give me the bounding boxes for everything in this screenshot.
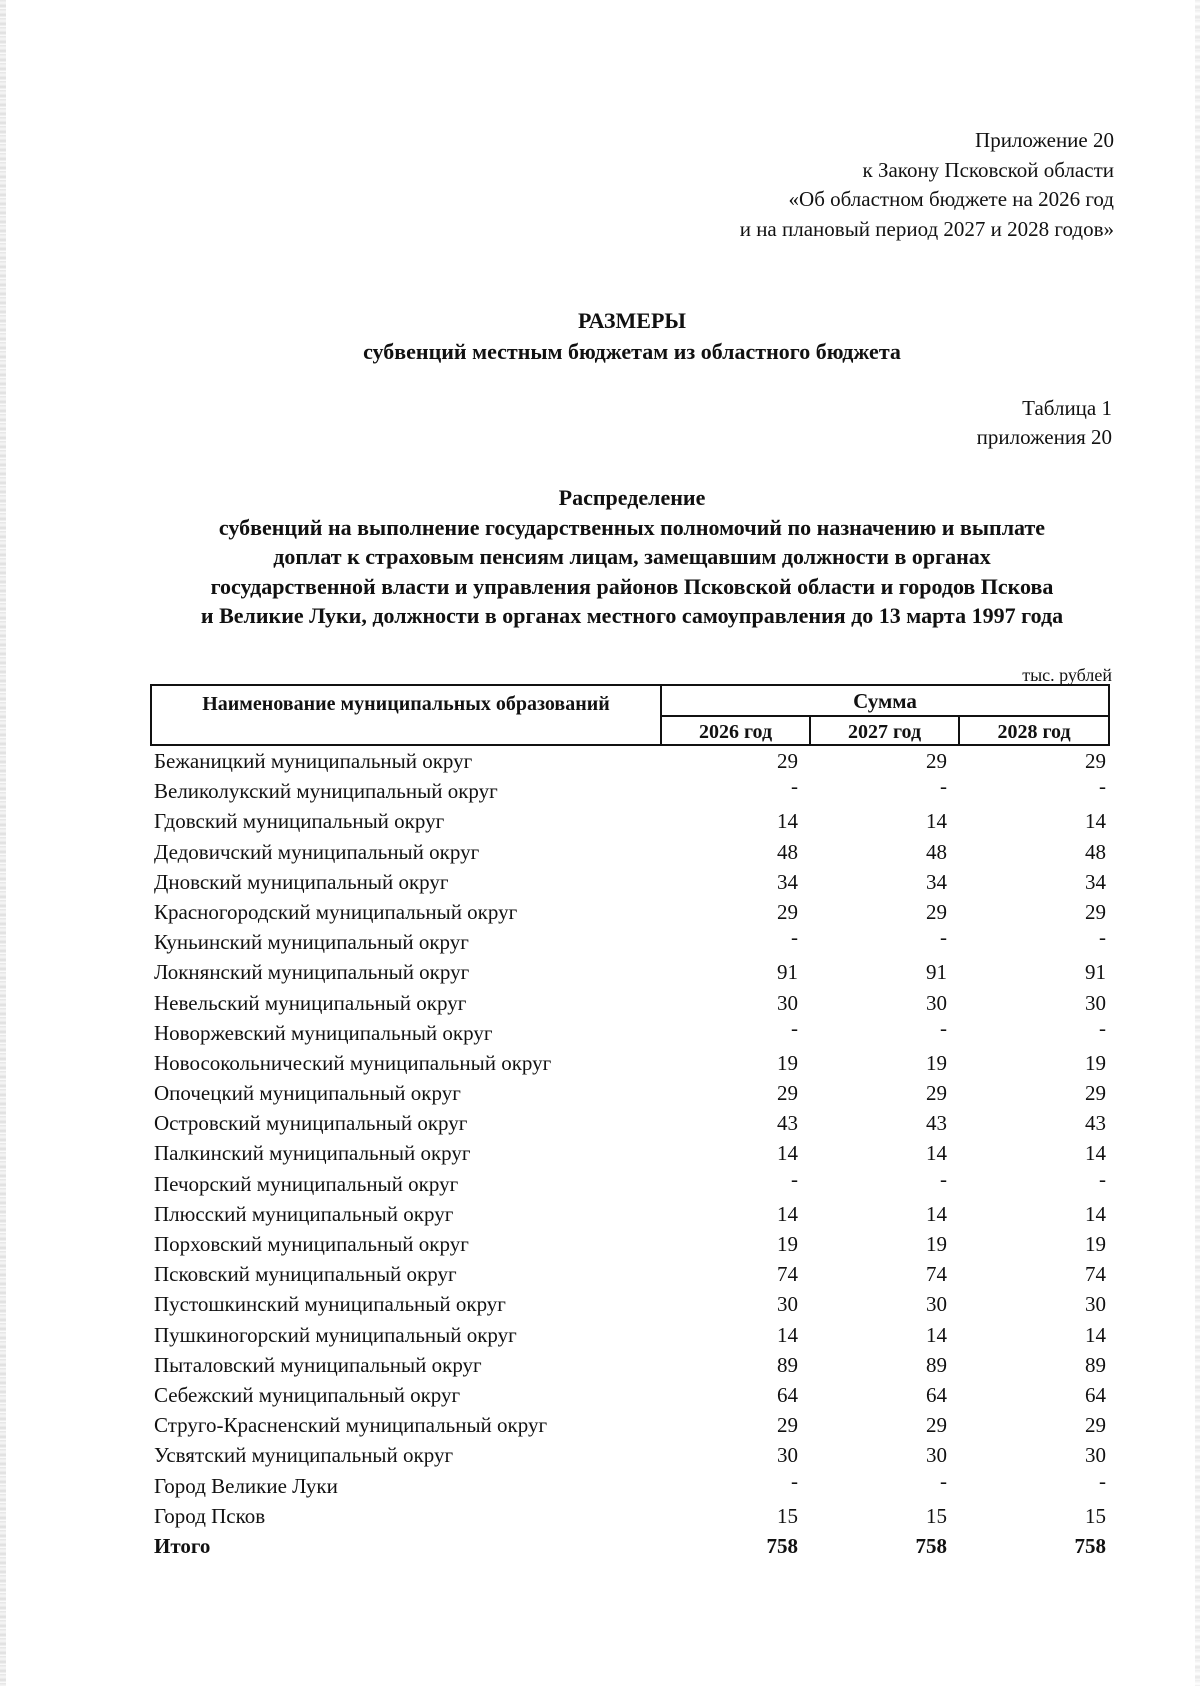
table-row — [150, 1048, 1110, 1078]
value-2027: 34 — [926, 869, 947, 894]
value-2028: 89 — [1085, 1352, 1106, 1377]
value-2028: - — [1099, 1468, 1106, 1493]
municipality-name: Красногородский муниципальный округ — [154, 899, 518, 924]
value-2028: 34 — [1085, 869, 1106, 894]
value-2028: 43 — [1085, 1111, 1106, 1136]
table-row — [150, 1138, 1110, 1168]
value-2026: 29 — [777, 1413, 798, 1438]
value-2027: 14 — [926, 809, 947, 834]
municipality-name: Пыталовский муниципальный округ — [154, 1352, 482, 1377]
table-row — [150, 1015, 1110, 1048]
value-2028: 74 — [1085, 1262, 1106, 1287]
value-2028: 29 — [1085, 1413, 1106, 1438]
value-2026: 30 — [777, 1443, 798, 1468]
value-2028: 91 — [1085, 960, 1106, 985]
value-2026: 758 — [766, 1533, 798, 1558]
total-label: Итого — [154, 1533, 211, 1558]
total-row — [150, 1531, 1110, 1561]
value-2028: 29 — [1085, 899, 1106, 924]
municipality-name: Новосокольнический муниципальный округ — [154, 1050, 552, 1075]
municipality-name: Плюсский муниципальный округ — [154, 1201, 454, 1226]
value-2028: - — [1099, 925, 1106, 950]
municipality-name: Островский муниципальный округ — [154, 1111, 468, 1136]
value-2027: 64 — [926, 1382, 947, 1407]
table-row — [150, 988, 1110, 1018]
table-row — [150, 1380, 1110, 1410]
value-2028: - — [1099, 1015, 1106, 1040]
value-2026: 19 — [777, 1232, 798, 1256]
value-2028: 29 — [1085, 1081, 1106, 1106]
appendix-line-3: «Об областном бюджете на 2026 год — [788, 187, 1114, 211]
table-header — [150, 684, 1110, 746]
value-2027: - — [940, 774, 947, 799]
municipality-name: Дновский муниципальный округ — [154, 869, 449, 894]
value-2028: 30 — [1085, 1292, 1106, 1317]
value-2027: 29 — [926, 1413, 947, 1438]
value-2026: 34 — [777, 869, 798, 894]
table-body — [150, 746, 1110, 1561]
value-2028: 15 — [1085, 1503, 1106, 1528]
value-2026: 48 — [777, 839, 798, 864]
municipality-name: Дедовичский муниципальный округ — [154, 839, 480, 864]
value-2026: 91 — [777, 960, 798, 985]
value-2026: - — [791, 1166, 798, 1191]
value-2027: 30 — [926, 990, 947, 1015]
value-2026: 14 — [777, 1201, 798, 1226]
title-sub: субвенций местным бюджетам из областного бюджета — [363, 339, 901, 364]
municipality-name: Себежский муниципальный округ — [154, 1382, 461, 1407]
value-2028: 14 — [1085, 1201, 1106, 1226]
value-2026: 30 — [777, 1292, 798, 1317]
value-2027: 74 — [926, 1262, 947, 1287]
scan-edge-left — [0, 0, 6, 1686]
value-2028: 48 — [1085, 839, 1106, 864]
table-row — [150, 837, 1110, 867]
value-2026: 29 — [777, 1081, 798, 1106]
appendix-line-4: и на плановый период 2027 и 2028 годов» — [739, 216, 1114, 241]
value-2027: 19 — [926, 1050, 947, 1075]
value-2027: 43 — [926, 1111, 947, 1136]
table-row — [150, 1199, 1110, 1229]
municipality-name: Пушкиногорский муниципальный округ — [154, 1322, 517, 1347]
value-2026: 74 — [777, 1262, 798, 1287]
value-2028: 14 — [1085, 1141, 1106, 1166]
value-2027: - — [940, 1015, 947, 1040]
municipality-name: Пустошкинский муниципальный округ — [154, 1292, 506, 1317]
value-2028: 19 — [1085, 1232, 1106, 1256]
header-year-2027: 2027 год — [811, 717, 960, 744]
value-2027: 14 — [926, 1141, 947, 1166]
table-row — [150, 1289, 1110, 1319]
value-2027: 30 — [926, 1443, 947, 1468]
value-2027: 89 — [926, 1352, 947, 1377]
table-row — [150, 1501, 1110, 1531]
value-2026: - — [791, 774, 798, 799]
table-row — [150, 867, 1110, 897]
table-row — [150, 1108, 1110, 1138]
table-label-line-1: Таблица 1 — [1022, 396, 1112, 420]
units-label: тыс. рублей — [1022, 665, 1112, 685]
municipality-name: Невельский муниципальный округ — [154, 990, 467, 1015]
value-2027: 30 — [926, 1292, 947, 1317]
municipality-name: Псковский муниципальный округ — [154, 1262, 457, 1287]
municipality-name: Великолукский муниципальный округ — [154, 779, 498, 804]
table-row — [150, 1350, 1110, 1380]
table-row — [150, 1078, 1110, 1108]
value-2026: 19 — [777, 1050, 798, 1075]
distribution-line-1: Распределение — [558, 485, 706, 510]
value-2026: 29 — [777, 749, 798, 773]
table-row — [150, 1229, 1110, 1259]
municipality-name: Куньинский муниципальный округ — [154, 930, 469, 955]
municipality-name: Печорский муниципальный округ — [154, 1171, 459, 1196]
municipality-name: Гдовский муниципальный округ — [154, 809, 445, 834]
value-2026: 30 — [777, 990, 798, 1015]
value-2027: 48 — [926, 839, 947, 864]
value-2027: - — [940, 925, 947, 950]
value-2026: 29 — [777, 899, 798, 924]
municipality-name: Струго-Красненский муниципальный округ — [154, 1413, 548, 1438]
value-2026: 14 — [777, 1322, 798, 1347]
table-row — [150, 1259, 1110, 1289]
table-row — [150, 897, 1110, 927]
value-2026: - — [791, 1468, 798, 1493]
document-title — [0, 305, 1200, 367]
value-2027: 29 — [926, 1081, 947, 1106]
value-2027: 29 — [926, 749, 947, 773]
distribution-line-2: субвенций на выполнение государственных полномочий по назначению и выплате — [218, 514, 1046, 540]
value-2028: 19 — [1085, 1050, 1106, 1075]
table-row — [150, 806, 1110, 836]
table-row — [150, 957, 1110, 987]
appendix-line-2: к Закону Псковской области — [862, 157, 1114, 182]
value-2026: 14 — [777, 809, 798, 834]
title-main: РАЗМЕРЫ — [577, 308, 687, 333]
value-2027: - — [940, 1468, 947, 1493]
value-2028: - — [1099, 1166, 1106, 1191]
header-name-column: Наименование муниципальных образований — [152, 686, 662, 744]
value-2028: 64 — [1085, 1382, 1106, 1407]
municipality-name: Город Великие Луки — [154, 1473, 338, 1498]
municipality-name: Город Псков — [154, 1503, 266, 1528]
value-2027: 19 — [926, 1232, 947, 1256]
distribution-line-4: государственной власти и управления районов Псковской области и городов Пскова — [210, 573, 1054, 599]
value-2026: - — [791, 925, 798, 950]
municipality-name: Новоржевский муниципальный округ — [154, 1020, 493, 1045]
value-2026: 89 — [777, 1352, 798, 1377]
table-label — [977, 394, 1112, 452]
value-2027: 15 — [926, 1503, 947, 1528]
appendix-line-1: Приложение 20 — [975, 128, 1114, 152]
table-row — [150, 746, 1110, 776]
value-2026: - — [791, 1015, 798, 1040]
value-2027: - — [940, 1166, 947, 1191]
table-row — [150, 1468, 1110, 1501]
value-2026: 14 — [777, 1141, 798, 1166]
municipality-name: Локнянский муниципальный округ — [154, 960, 470, 985]
header-sum: Сумма — [662, 686, 1108, 717]
header-year-2028: 2028 год — [997, 721, 1071, 743]
municipality-name: Опочецкий муниципальный округ — [154, 1081, 461, 1106]
value-2027: 758 — [915, 1533, 947, 1558]
value-2028: 30 — [1085, 1443, 1106, 1468]
value-2026: 43 — [777, 1111, 798, 1136]
scan-edge-right — [1195, 0, 1200, 1686]
value-2028: 758 — [1074, 1533, 1106, 1558]
municipality-name: Палкинский муниципальный округ — [154, 1141, 471, 1166]
table-row — [150, 927, 1110, 957]
value-2027: 91 — [926, 960, 947, 985]
value-2027: 14 — [926, 1201, 947, 1226]
value-2028: 14 — [1085, 1322, 1106, 1347]
table-row — [150, 776, 1110, 806]
table-row — [150, 1440, 1110, 1470]
value-2026: 64 — [777, 1382, 798, 1407]
value-2028: 14 — [1085, 809, 1106, 834]
value-2027: 29 — [926, 899, 947, 924]
distribution-title — [150, 483, 1114, 631]
value-2028: 29 — [1085, 749, 1106, 773]
table-label-line-2: приложения 20 — [976, 425, 1112, 449]
municipality-name: Порховский муниципальный округ — [154, 1232, 469, 1256]
municipality-name: Усвятский муниципальный округ — [154, 1443, 454, 1468]
header-year-2026: 2026 год — [662, 717, 811, 744]
distribution-line-3: доплат к страховым пенсиям лицам, замещавшим должности в органах — [273, 544, 991, 569]
table-row — [150, 1320, 1110, 1350]
table-row — [150, 1166, 1110, 1199]
municipality-name: Бежаницкий муниципальный округ — [154, 749, 473, 773]
appendix-header — [740, 126, 1114, 244]
distribution-line-5: и Великие Луки, должности в органах местного самоуправления до 13 марта 1997 года — [200, 603, 1064, 628]
value-2028: - — [1099, 774, 1106, 799]
value-2028: 30 — [1085, 990, 1106, 1015]
value-2026: 15 — [777, 1503, 798, 1528]
table-row — [150, 1410, 1110, 1440]
value-2027: 14 — [926, 1322, 947, 1347]
